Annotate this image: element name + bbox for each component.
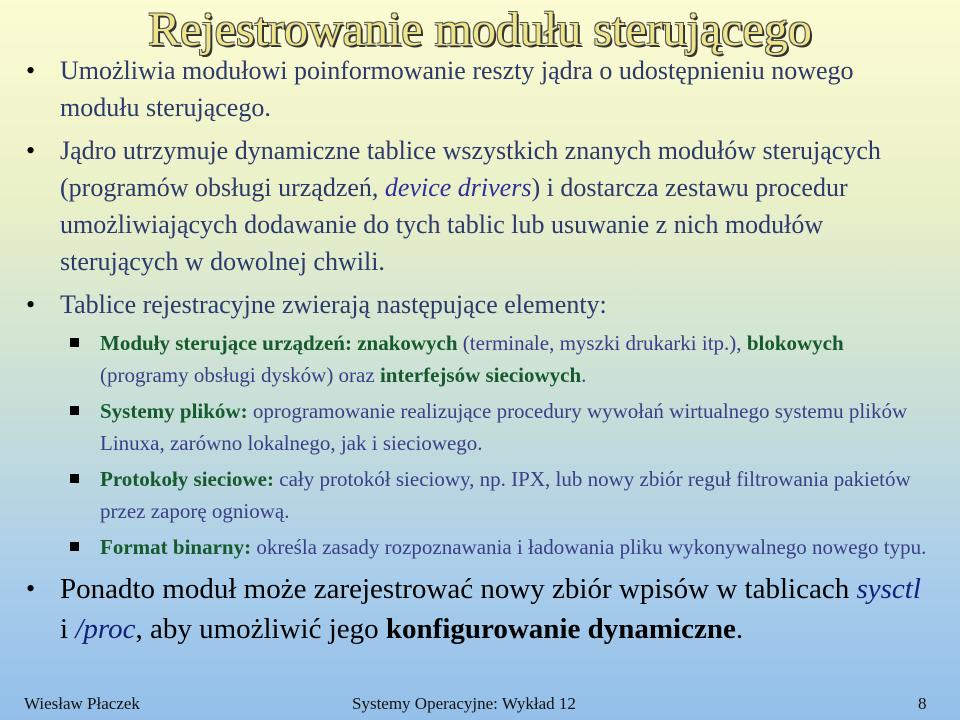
subitem-1-bold-b: blokowych [746,331,844,355]
subitem-1 [26,327,936,391]
footer-course: Systemy Operacyjne: Wykład 12 [352,694,576,713]
bullet-4-text-b: i [60,613,76,645]
bullet-4-proc: /proc [75,613,136,645]
bullet-4 [26,569,936,649]
bullet-4-bold: konfigurowanie dynamiczne [385,613,736,645]
subitem-2 [26,395,936,459]
bullet-4-text-d: . [735,613,744,645]
subitem-1-text-c: . [581,363,587,387]
bullet-dot-icon: • [26,56,36,85]
subitem-1-bold-a: Moduły sterujące urządzeń: znakowych [100,331,458,355]
square-bullet-icon [70,474,79,483]
square-bullet-icon [70,542,79,551]
bullet-2-text-a: Jądro utrzymuje dynamiczne tablice wszystkich znanych modułów sterujących (programów obsługi urządzeń, [60,136,881,202]
bullet-dot-icon: • [26,574,36,603]
subitem-1-bold-c: interfejsów sieciowych [379,363,582,387]
bullet-1 [26,52,936,126]
bullet-4-text-c: , aby umożliwić jego [135,613,386,645]
square-bullet-icon [70,406,79,415]
bullet-list [26,52,936,649]
subitem-3 [26,463,936,527]
subitem-3-text: cały protokół sieciowy, np. IPX, lub nowy zbiór reguł filtrowania pakietów przez zaporę ogniową. [100,467,911,523]
bullet-1-text: Umożliwia modułowi poinformowanie reszty jądra o udostępnieniu nowego modułu sterującego. [60,56,854,122]
bullet-2 [26,132,936,280]
bullet-dot-icon: • [26,290,36,319]
bullet-dot-icon: • [26,136,36,165]
footer-author: Wiesław Płaczek [24,694,140,713]
subitem-4-text: określa zasady rozpoznawania i ładowania pliku wykonywalnego nowego typu. [251,535,927,559]
subitem-2-head: Systemy plików: [100,399,248,423]
bullet-4-text-a: Ponadto moduł może zarejestrować nowy zbiór wpisów w tablicach [60,573,857,605]
subitem-1-text-b: (programy obsługi dysków) oraz [100,363,380,387]
bullet-2-italic: device drivers [384,173,532,202]
bullet-3-text: Tablice rejestracyjne zwierają następujące elementy: [60,290,607,319]
subitem-2-text: oprogramowanie realizujące procedury wywołań wirtualnego systemu plików Linuxa, zarówno lokalnego, jak i sieciowego. [100,399,908,455]
square-bullet-icon [70,338,79,347]
subitem-1-text-a: (terminale, myszki drukarki itp.), [457,331,747,355]
bullet-2-text-b: ) i dostarcza zestawu procedur umożliwiających dodawanie do tych tablic lub usuwanie z nich modułów sterujących w dowolnej chwili. [60,173,848,276]
footer-page-number: 8 [918,694,927,713]
subitem-3-head: Protokoły sieciowe: [100,467,274,491]
bullet-3 [26,286,936,323]
slide-title: Rejestrowanie modułu sterującego [148,3,812,56]
subitem-4-head: Format binarny: [100,535,252,559]
subitem-4 [26,531,936,563]
bullet-4-sysctl: sysctl [856,573,921,605]
